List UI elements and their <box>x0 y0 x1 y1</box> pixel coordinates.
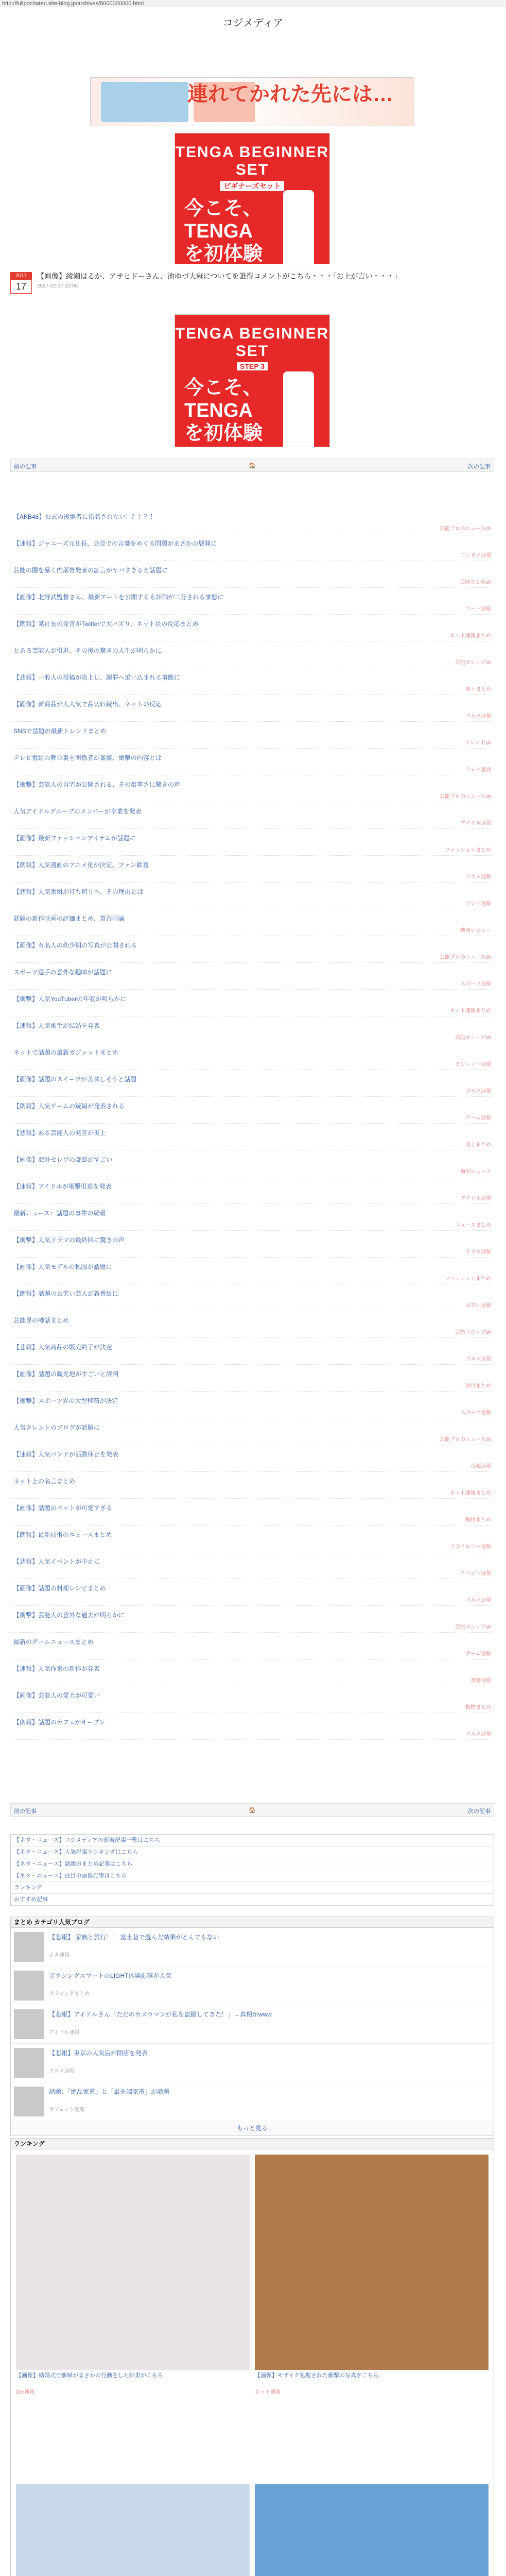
list-item-title[interactable]: ネット上の名言まとめ <box>13 1478 76 1485</box>
popular-more-button[interactable]: もっと見る <box>11 2121 494 2136</box>
list-item-source: ゲーム速報 <box>465 1115 491 1121</box>
list-item-source: テレビ裏話 <box>465 767 491 773</box>
ranking-item[interactable] <box>16 2155 250 2395</box>
popular-title[interactable]: 【悲報】アイドルさん「ただのカメラマンが私を盗撮してきた！」→真相がwww <box>49 2011 272 2018</box>
related-link[interactable]: おすすめ記事 <box>11 1894 494 1906</box>
list-item-source: スポーツ速報 <box>460 981 491 987</box>
ranking-thumbnail[interactable] <box>255 2484 488 2576</box>
list-item[interactable] <box>10 1311 494 1338</box>
list-item-source: テレビ速報 <box>465 901 491 907</box>
url-bar[interactable]: http://fullpochaten.site-blog.jp/archives/8000000000.html <box>0 0 506 7</box>
ranking-grid <box>11 2149 494 2576</box>
list-item-source: 芸能まとめch <box>460 580 491 585</box>
list-item-title[interactable]: 芸能の闇を暴く内部告発者の証言がヤバすぎると話題に <box>13 567 168 574</box>
list-item-title[interactable]: 芸能界の噂話まとめ <box>13 1317 69 1324</box>
list-item-title[interactable]: 【悲報】人気イベントが中止に <box>13 1558 100 1565</box>
list-item[interactable] <box>10 963 494 990</box>
popular-thumbnail[interactable] <box>14 2087 44 2116</box>
popular-site: ガジェット速報 <box>49 2107 85 2113</box>
popular-site: アイドル速報 <box>49 2030 80 2036</box>
list-item-title[interactable]: 【画像】話題のペットが可愛すぎる <box>13 1504 113 1512</box>
list-item[interactable] <box>10 695 494 722</box>
list-item[interactable] <box>10 936 494 963</box>
list-item-source: ガジェット速報 <box>455 1062 491 1067</box>
article-nav-bottom <box>10 1803 494 1817</box>
related-link[interactable]: 【ネタ・ニュース】コジメディアの新着記事一覧はこちら <box>11 1835 494 1846</box>
list-item[interactable] <box>10 1365 494 1392</box>
ranking-item[interactable] <box>16 2484 250 2576</box>
next-article-link[interactable]: 次の記事 <box>468 1808 491 1815</box>
tenga-ad-badge: ビギナーズセット <box>220 181 284 191</box>
list-item-source: ニュースまとめ <box>455 1223 491 1228</box>
popular-site: ネタ速報 <box>49 1953 69 1958</box>
list-item-title[interactable]: 【朗報】話題のお笑い芸人が新番組に <box>13 1290 119 1297</box>
list-item-title[interactable]: 最新ニュース：話題の事件の続報 <box>13 1210 106 1217</box>
list-item-title[interactable]: 【画像】有名人の幼少期の写真が公開される <box>13 942 137 949</box>
list-item-source: お笑い速報 <box>465 1303 491 1309</box>
list-item-source: グルメ速報 <box>465 1357 491 1362</box>
list-item[interactable] <box>10 641 494 668</box>
list-item-title[interactable]: 【衝撃】人気YouTuberの年収が明らかに <box>13 995 127 1003</box>
tenga-ad-2[interactable] <box>175 314 330 447</box>
list-item-title[interactable]: 【画像】話題の料理レシピまとめ <box>13 1585 106 1592</box>
article-meta: 2017-02-17 20:00 <box>37 283 78 289</box>
list-item-title[interactable]: 人気タレントのブログが話題に <box>13 1424 100 1431</box>
list-item-title[interactable]: 【朗報】人気ゲームの続編が発表される <box>13 1103 125 1110</box>
popular-title[interactable]: 【悲報】東京の人気店が閉店を発表 <box>49 2049 148 2057</box>
list-item-source: イベント速報 <box>460 1571 491 1577</box>
list-item-title[interactable]: 【朗報】最新技術のニュースまとめ <box>13 1531 112 1538</box>
list-item-title[interactable]: とある芸能人が引退、その後の驚きの人生が明らかに <box>13 647 162 654</box>
list-item[interactable] <box>10 1606 494 1633</box>
list-item[interactable] <box>10 668 494 695</box>
list-item[interactable] <box>10 775 494 802</box>
list-item-source: 映画レビュー <box>460 928 491 934</box>
list-item-title[interactable]: テレビ番組の舞台裏を関係者が暴露、衝撃の内容とは <box>13 754 162 761</box>
ranking-item[interactable] <box>255 2484 488 2576</box>
list-item-source: グルメ速報 <box>465 1732 491 1737</box>
popular-title[interactable]: ボクシングスマートのLIGHT体験記事が人気 <box>49 1972 172 1979</box>
list-item-source: グルメ速報 <box>465 1089 491 1094</box>
list-item-source: グルメ速報 <box>465 1598 491 1603</box>
list-item[interactable] <box>10 1445 494 1472</box>
article-header <box>10 268 494 299</box>
list-item-source: 芸能プロのニュースch <box>439 526 491 532</box>
list-item-title[interactable]: 【画像】新商品が大人気で品切れ続出、ネットの反応 <box>13 701 162 708</box>
list-item-source: ネット速報まとめ <box>450 1008 491 1014</box>
list-item-source: アイドル速報 <box>460 1196 491 1201</box>
list-item-title[interactable]: 【速報】ジャニーズ元社長、会見での言葉をめぐる問題がまさかの展開に <box>13 540 217 547</box>
prev-article-link[interactable]: 前の記事 <box>14 1808 37 1815</box>
list-item-source: 芸能プロのニュースch <box>439 1437 491 1443</box>
list-item[interactable] <box>10 615 494 641</box>
list-item[interactable] <box>10 1499 494 1526</box>
popular-item[interactable] <box>11 2044 494 2082</box>
list-item[interactable] <box>10 1659 494 1686</box>
list-item-title[interactable]: 話題の新作映画の評価まとめ、賛否両論 <box>13 915 125 922</box>
list-item-source: スポーツ速報 <box>460 1410 491 1416</box>
list-item-source: テクノロジー速報 <box>450 1544 491 1550</box>
list-item-title[interactable]: 【画像】人気モデルの私服が話題に <box>13 1263 112 1270</box>
popular-thumbnail[interactable] <box>14 2048 44 2078</box>
ranking-header: ランキング <box>11 2139 494 2149</box>
list-item-source: ファッションまとめ <box>445 848 491 853</box>
list-item[interactable] <box>10 1338 494 1365</box>
popular-thumbnail[interactable] <box>14 2009 44 2039</box>
list-item[interactable] <box>10 829 494 856</box>
list-item-title[interactable]: 【画像】海外セレブの豪邸がすごい <box>13 1156 113 1163</box>
list-item[interactable] <box>10 1097 494 1124</box>
list-item-source: ドラマ速報 <box>465 1249 491 1255</box>
related-link[interactable]: 【ネタ・ニュース】注目の画像記事はこちら <box>11 1870 494 1882</box>
list-item[interactable] <box>10 1043 494 1070</box>
list-item-title[interactable]: SNSで話題の最新トレンドまとめ <box>13 727 107 735</box>
list-item[interactable] <box>10 561 494 588</box>
tenga-ad-headline: 今こそ、TENGAを初体験 <box>184 377 263 444</box>
list-item[interactable] <box>10 1258 494 1284</box>
related-links <box>10 1834 494 1906</box>
ad-illustration <box>101 82 188 122</box>
list-item-title[interactable]: 【速報】人気バンドが活動休止を発表 <box>13 1451 119 1458</box>
list-item[interactable] <box>10 722 494 749</box>
article-list <box>10 507 494 1737</box>
ranking-thumbnail[interactable] <box>16 2155 250 2370</box>
list-item[interactable] <box>10 749 494 775</box>
list-item-title[interactable]: ネットで話題の最新ガジェットまとめ <box>13 1049 118 1056</box>
popular-site: ボクシングまとめ <box>49 1991 90 1997</box>
list-item[interactable] <box>10 909 494 936</box>
list-item-source: アイドル速報 <box>460 821 491 826</box>
list-item[interactable] <box>10 1472 494 1499</box>
popular-item[interactable] <box>11 2005 494 2044</box>
tenga-ad-headline: 今こそ、TENGAを初体験 <box>184 198 263 264</box>
list-item[interactable] <box>10 802 494 829</box>
related-link[interactable]: ランキング <box>11 1882 494 1894</box>
list-item-source: 芸能ゴシップch <box>455 1624 491 1630</box>
list-item[interactable] <box>10 1552 494 1579</box>
date-day: 17 <box>15 281 27 292</box>
list-item-title[interactable]: 【画像】最新ファッションアイテムが話題に <box>13 835 136 842</box>
popular-section <box>10 1917 494 2136</box>
list-item[interactable] <box>10 1124 494 1150</box>
list-item-source: 芸能プロのニュースch <box>439 955 491 960</box>
list-item-title[interactable]: 【悲報】人気商品の販売終了が決定 <box>13 1344 113 1351</box>
list-item-title[interactable]: 人気アイドルグループのメンバーが卒業を発表 <box>13 808 142 815</box>
tenga-ad-title: TENGA BEGINNER SET <box>175 325 329 360</box>
list-item[interactable] <box>10 1633 494 1659</box>
list-item-title[interactable]: 【速報】アイドルが電撃引退を発表 <box>13 1183 112 1190</box>
list-item-title[interactable]: 【悲報】ある芸能人の発言が炎上 <box>13 1129 107 1137</box>
next-article-link[interactable]: 次の記事 <box>468 464 491 470</box>
list-item-title[interactable]: 【衝撃】芸能人の意外な過去が明らかに <box>13 1612 125 1619</box>
tenga-ad-title: TENGA BEGINNER SET <box>175 144 329 178</box>
list-item-title[interactable]: 【衝撃】スポーツ界の大型移籍が決定 <box>13 1397 118 1404</box>
list-item-source: ゲーム速報 <box>465 1651 491 1657</box>
list-item[interactable] <box>10 883 494 909</box>
popular-item[interactable] <box>11 1967 494 2005</box>
list-item-source: ネット速報まとめ <box>450 633 491 639</box>
popular-title[interactable]: 話題：「絶品家電」と「最先端家電」が話題 <box>49 2088 170 2095</box>
ranking-section <box>10 2138 494 2576</box>
list-item[interactable] <box>10 990 494 1016</box>
popular-site: グルメ速報 <box>49 2069 75 2074</box>
list-item-source: 芸能ゴシップch <box>455 660 491 666</box>
popular-thumbnail[interactable] <box>14 1932 44 1962</box>
article-title[interactable]: 【画像】綾瀬はるか、アサヒドーさん、池ゆづ大麻についてを誰得コメントがこちら・・・「お上が言い・・・」 <box>37 272 402 280</box>
ranking-item[interactable] <box>255 2155 488 2395</box>
ranking-caption[interactable]: 【画像】モザイク処理された衝撃の写真がこちら <box>255 2372 379 2379</box>
tenga-ad-1[interactable] <box>175 133 330 264</box>
popular-header: まとめ カテゴリ人気ブログ <box>11 1917 494 1928</box>
list-item-source: 芸能ゴシップch <box>455 1035 491 1041</box>
list-item[interactable] <box>10 1526 494 1552</box>
list-item-source: グルメ速報 <box>465 714 491 719</box>
article-nav-top <box>10 459 494 472</box>
list-item[interactable] <box>10 1177 494 1204</box>
list-item[interactable] <box>10 1231 494 1258</box>
site-logo[interactable]: コジメディア <box>222 18 284 29</box>
tenga-product-image <box>283 371 314 447</box>
list-item[interactable] <box>10 856 494 883</box>
ranking-site: ネット速報 <box>255 2389 281 2395</box>
tenga-product-image <box>283 190 314 264</box>
date-badge <box>10 272 32 294</box>
list-item-source: 旅行まとめ <box>465 1383 491 1389</box>
list-item-title[interactable]: 【画像】北野武監督さん、最新アートを公開するも評価が二分される事態に <box>13 594 224 601</box>
list-item-title[interactable]: スポーツ選手の意外な趣味が話題に <box>13 969 112 976</box>
list-item[interactable] <box>10 1016 494 1043</box>
tenga-ad-step: STEP 3 <box>237 362 268 370</box>
list-item-source: 動物まとめ <box>465 1705 491 1710</box>
list-item-source: 動物まとめ <box>465 1517 491 1523</box>
list-item[interactable] <box>10 1418 494 1445</box>
list-item[interactable] <box>10 1686 494 1713</box>
list-item[interactable] <box>10 1392 494 1418</box>
list-item-title[interactable]: 【悲報】人気番組が打ち切りへ、その理由とは <box>13 888 144 895</box>
list-item-title[interactable]: 最新のゲームニュースまとめ <box>13 1638 94 1646</box>
list-item-title[interactable]: 【衝撃】芸能人の自宅が公開される、その豪華さに驚きの声 <box>13 781 181 788</box>
date-month: 2017 <box>11 273 31 280</box>
list-item-title[interactable]: 【速報】人気歌手が結婚を発表 <box>13 1022 100 1029</box>
related-link[interactable]: 【ネタ・ニュース】話題のまとめ記事はこちら <box>11 1858 494 1870</box>
list-item-title[interactable]: 【AKB48】公式の後継者に指名されない！？！？！ <box>13 513 156 520</box>
list-item[interactable] <box>10 1204 494 1231</box>
popular-item[interactable] <box>11 2082 494 2121</box>
home-icon[interactable]: 🏠 <box>249 463 256 469</box>
popular-title[interactable]: 【悲報】 家族と旅行！！ 富士急で遊んだ結果がとんでもない <box>49 1934 219 1941</box>
popular-thumbnail[interactable] <box>14 1971 44 2001</box>
related-link[interactable]: 【ネタ・ニュース】人気記事ランキングはこちら <box>11 1846 494 1858</box>
list-item[interactable] <box>10 1579 494 1606</box>
list-item[interactable] <box>10 1284 494 1311</box>
list-item-source: ネット速報まとめ <box>450 1490 491 1496</box>
list-item-source: アート速報 <box>465 606 491 612</box>
list-item-title[interactable]: 【朗報】人気漫画のアニメ化が決定、ファン歓喜 <box>13 861 149 869</box>
list-item-source: エンタメ速報 <box>460 553 491 558</box>
list-item-title[interactable]: 【悲報】一般人の投稿が炎上し、謝罪へ追い込まれる事態に <box>13 674 181 681</box>
list-item-title[interactable]: 【衝撃】人気ドラマの最終回に驚きの声 <box>13 1236 125 1244</box>
list-item-source: 炎上まとめ <box>465 687 491 692</box>
list-item[interactable] <box>10 507 494 534</box>
ranking-caption[interactable]: 【画像】結婚式で新婦がまさかの行動をした結果がこちら <box>16 2372 163 2379</box>
list-item-source: トレンドch <box>465 740 491 746</box>
prev-article-link[interactable]: 前の記事 <box>14 464 37 470</box>
popular-item[interactable] <box>11 1928 494 1967</box>
list-item-title[interactable]: 【画像】話題のスイーツが美味しそうと話題 <box>13 1076 137 1083</box>
list-item-title[interactable]: 【速報】人気作家の新作が発表 <box>13 1665 100 1672</box>
list-item[interactable] <box>10 1070 494 1097</box>
home-icon[interactable]: 🏠 <box>249 1807 256 1814</box>
list-item[interactable] <box>10 588 494 615</box>
list-item-title[interactable]: 【朗報】某社長の発言がTwitterで大バズり、ネット民の反応まとめ <box>13 620 199 628</box>
list-item-source: ファッションまとめ <box>445 1276 491 1282</box>
list-item-source: 芸能プロのニュースch <box>439 794 491 800</box>
list-item-title[interactable]: 【朗報】話題のカフェがオープン <box>13 1719 106 1726</box>
list-item-title[interactable]: 【画像】話題の観光地がすごいと評判 <box>13 1370 119 1378</box>
list-item-source: 海外ニュース <box>460 1169 491 1175</box>
list-item-source: 音楽速報 <box>470 1464 491 1469</box>
list-item-source: 芸能ゴシップch <box>455 1330 491 1335</box>
list-item[interactable] <box>10 1150 494 1177</box>
list-item-source: アニメ速報 <box>465 874 491 880</box>
ranking-thumbnail[interactable] <box>16 2484 250 2576</box>
list-item[interactable] <box>10 534 494 561</box>
list-item-title[interactable]: 【画像】芸能人の愛犬が可愛い <box>13 1692 100 1699</box>
list-item-source: 炎上まとめ <box>465 1142 491 1148</box>
ad-headline: 連れてかれた先には… <box>187 83 393 106</box>
top-banner-ad[interactable] <box>90 77 414 126</box>
ranking-site: 2ch速報 <box>16 2389 35 2395</box>
list-item[interactable] <box>10 1713 494 1740</box>
list-item-source: 書籍速報 <box>470 1678 491 1684</box>
ranking-thumbnail[interactable] <box>255 2155 488 2370</box>
